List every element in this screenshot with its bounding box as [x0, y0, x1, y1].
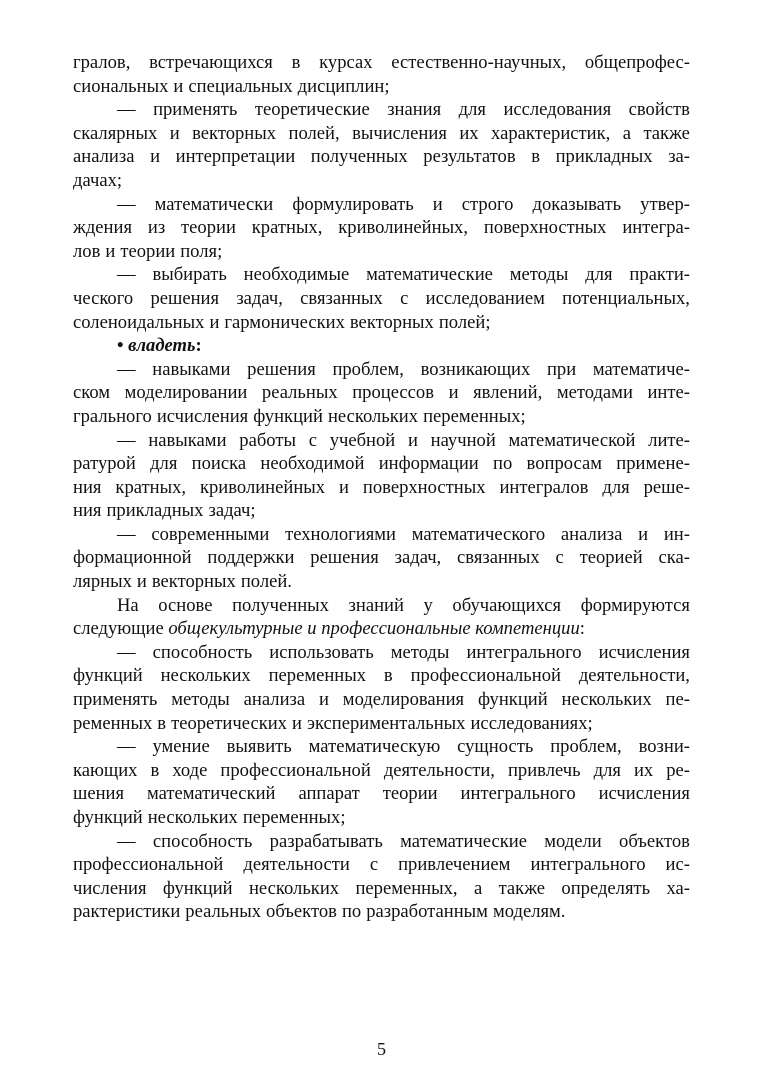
text-line: гралов, встречающихся в курсах естественно-научных, общепрофес- — [73, 52, 690, 73]
text-line: анализа и интерпретации полученных результатов в прикладных за- — [73, 146, 690, 168]
text-line: — способность разрабатывать математические модели объектов — [117, 830, 690, 852]
text-run: : — [579, 618, 585, 640]
text-line: сиональных и специальных дисциплин; — [73, 75, 390, 97]
text-line: лов и теории поля; — [73, 240, 223, 262]
section-heading — [73, 334, 690, 358]
text-line — [73, 617, 690, 641]
bullet-icon: • — [117, 335, 124, 357]
text-line: ременных в теоретических и экспериментальных исследованиях; — [73, 712, 593, 734]
text-line: дачах; — [73, 169, 123, 191]
page-number: 5 — [377, 1039, 386, 1059]
text-line: — современными технологиями математического анализа и ин- — [117, 523, 690, 545]
text-line: — способность использовать методы интегрального исчисления — [117, 641, 690, 663]
text-line: кающих в ходе профессиональной деятельности, привлечь для их ре- — [73, 759, 690, 781]
text-line: формационной поддержки решения задач, связанных с теорией ска- — [73, 547, 690, 569]
text-line: шения математический аппарат теории интегрального исчисления — [73, 783, 690, 805]
italic-term: общекультурные и профессиональные компетенции — [168, 618, 580, 640]
text-line: — навыками решения проблем, возникающих при математиче- — [117, 358, 690, 380]
text-line: — выбирать необходимые математические методы для практи- — [117, 264, 690, 286]
text-line: грального исчисления функций нескольких переменных; — [73, 405, 526, 427]
text-run: следующие — [73, 618, 169, 640]
text-line: — применять теоретические знания для исследования свойств — [117, 99, 690, 121]
text-line: числения функций нескольких переменных, а также определять ха- — [73, 877, 690, 899]
heading-text: владеть — [128, 335, 196, 357]
text-line: ждения из теории кратных, криволинейных, поверхностных интегра- — [73, 217, 690, 239]
document-body — [73, 51, 690, 924]
text-line: функций нескольких переменных в профессиональной деятельности, — [73, 665, 690, 687]
text-line: применять методы анализа и моделирования функций нескольких пе- — [73, 689, 690, 711]
text-line: скалярных и векторных полей, вычисления их характеристик, а также — [73, 122, 690, 144]
text-line: лярных и векторных полей. — [73, 571, 292, 593]
text-line: функций нескольких переменных; — [73, 807, 346, 828]
text-line: рактеристики реальных объектов по разработанным моделям. — [73, 901, 566, 923]
text-line: — математически формулировать и строго доказывать утвер- — [117, 193, 690, 215]
text-line: ния кратных, криволинейных и поверхностных интегралов для реше- — [73, 476, 690, 498]
text-line: На основе полученных знаний у обучающихся формируются — [117, 594, 690, 616]
text-line: ческого решения задач, связанных с исследованием потенциальных, — [73, 287, 690, 309]
text-line: ском моделировании реальных процессов и явлений, методами инте- — [73, 382, 690, 404]
heading-colon: : — [195, 335, 202, 357]
text-line: соленоидальных и гармонических векторных полей; — [73, 311, 491, 333]
text-line: профессиональной деятельности с привлечением интегрального ис- — [73, 854, 690, 876]
text-line: — умение выявить математическую сущность проблем, возни- — [117, 736, 690, 758]
text-line: ратурой для поиска необходимой информации по вопросам примене- — [73, 453, 690, 475]
text-line: — навыками работы с учебной и научной математической лите- — [117, 429, 690, 451]
text-line: ния прикладных задач; — [73, 500, 256, 522]
